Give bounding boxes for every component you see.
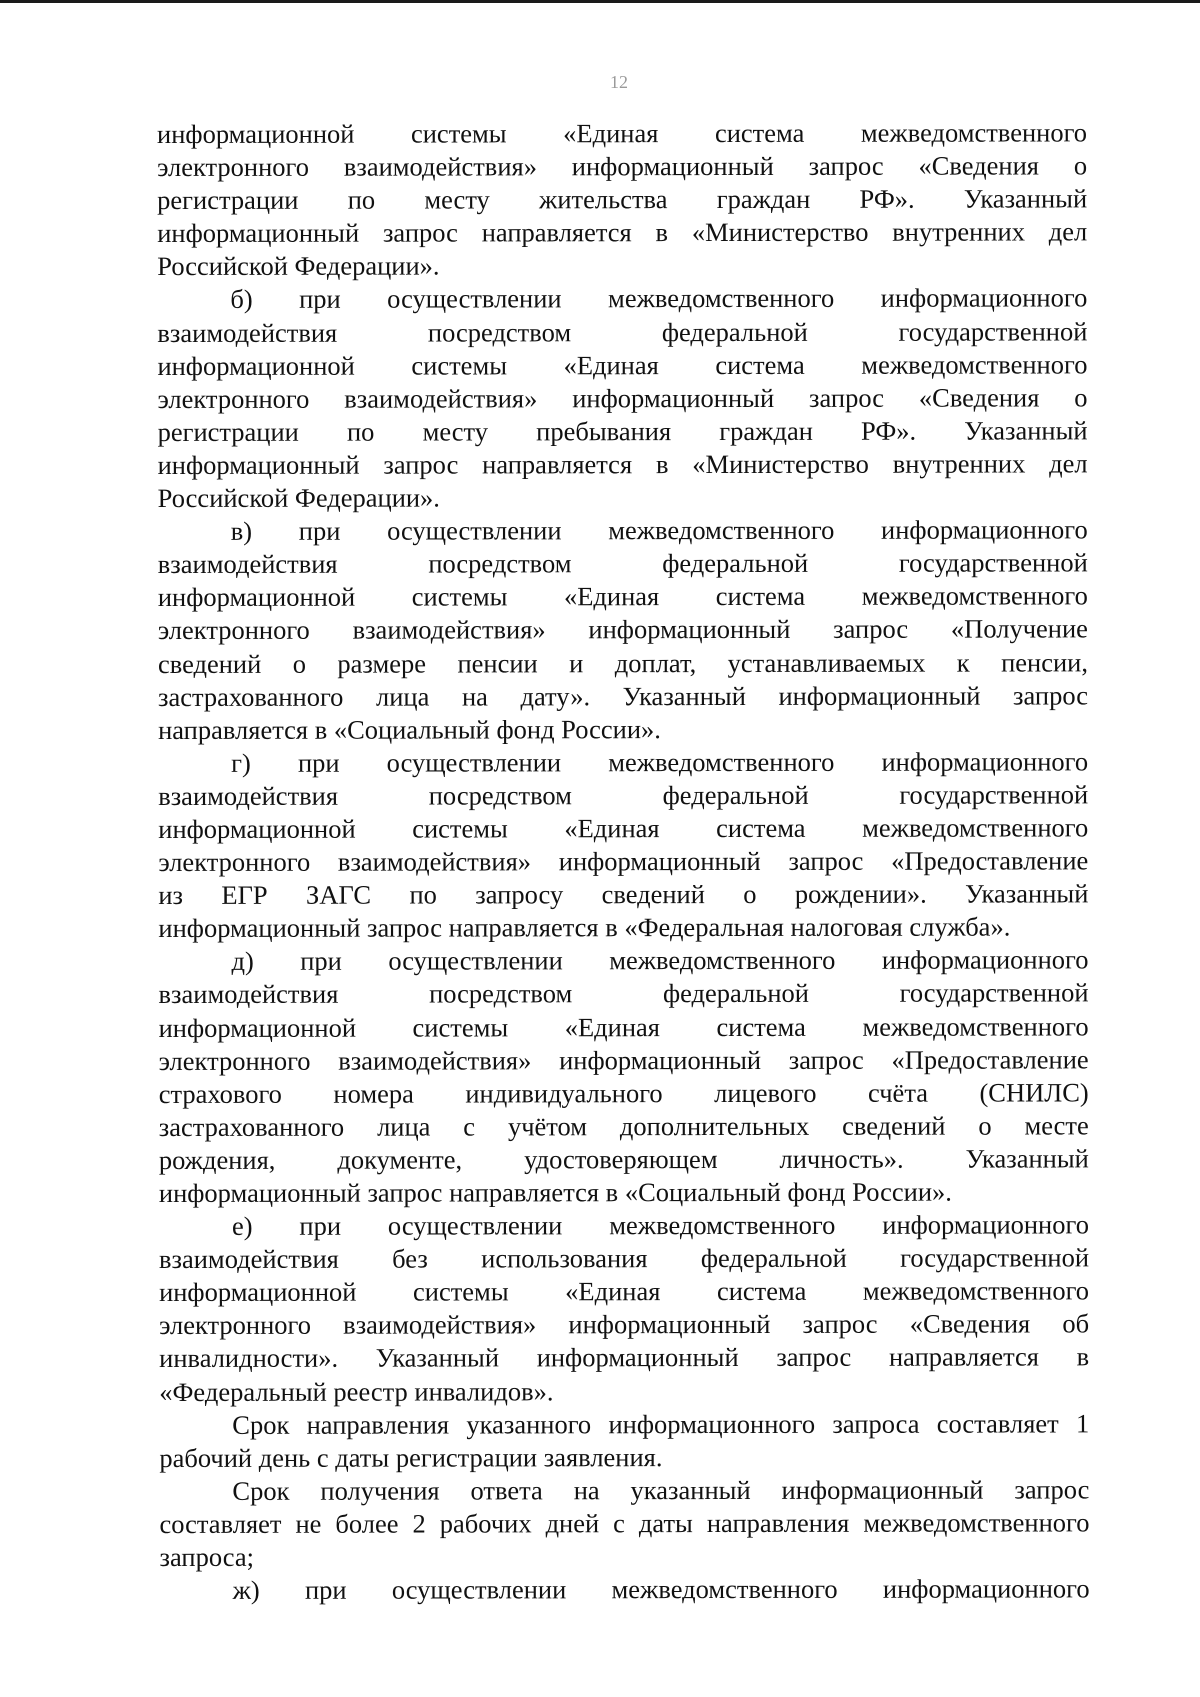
text-line: сведений о размере пенсии и доплат, устанавливаемых к пенсии, (157, 646, 1088, 679)
paragraph-item-v (158, 514, 1088, 747)
text-line: г) при осуществлении межведомственного информационного (231, 746, 1089, 778)
text-line: в) при осуществлении межведомственного информационного (230, 514, 1088, 546)
text-line: рождения, документе, удостоверяющем личность». Указанный (158, 1143, 1089, 1175)
paragraph-continuation (157, 116, 1087, 283)
text-line: информационной системы «Единая система межведомственного (157, 117, 1088, 149)
text-line: Срок получения ответа на указанный информационный запрос (232, 1474, 1090, 1506)
text-line: регистрации по месту пребывания граждан РФ». Указанный (157, 415, 1088, 447)
text-line: «Федеральный реестр инвалидов». (159, 1375, 554, 1407)
text-line: информационный запрос направляется в «Министерство внутренних дел (157, 448, 1088, 480)
text-line: ж) при осуществлении межведомственного информационного (232, 1573, 1090, 1605)
paragraph-response-term (159, 1473, 1089, 1574)
text-line: страхового номера индивидуального лицевого счёта (СНИЛС) (158, 1077, 1089, 1109)
text-line: регистрации по месту жительства граждан РФ». Указанный (157, 183, 1088, 216)
top-border-line (0, 0, 1200, 3)
text-line: взаимодействия посредством федеральной государственной (158, 977, 1089, 1010)
paragraph-request-term (159, 1407, 1089, 1475)
text-line: электронного взаимодействия» информационный запрос «Сведения об (159, 1308, 1090, 1341)
text-line: взаимодействия посредством федеральной государственной (158, 779, 1089, 811)
text-line: инвалидности». Указанный информационный запрос направляется в (159, 1341, 1090, 1374)
paragraph-item-b (157, 282, 1087, 515)
text-line: информационной системы «Единая система межведомственного (158, 1010, 1089, 1043)
text-line: информационной системы «Единая система межведомственного (159, 1275, 1090, 1308)
text-line: из ЕГР ЗАГС по запросу сведений о рождении». Указанный (158, 878, 1089, 911)
text-line: электронного взаимодействия» информационный запрос «Предоставление (158, 1044, 1089, 1076)
text-line: составляет не более 2 рабочих дней с даты направления межведомственного (159, 1507, 1090, 1539)
text-line: электронного взаимодействия» информационный запрос «Сведения о (157, 150, 1088, 183)
text-line: д) при осуществлении межведомственного информационного (231, 944, 1089, 977)
text-line: застрахованного лица с учётом дополнительных сведений о месте (158, 1110, 1089, 1142)
paragraph-item-g (158, 745, 1088, 945)
text-line: информационный запрос направляется в «Федеральная налоговая служба». (158, 911, 1011, 944)
text-line: б) при осуществлении межведомственного информационного (230, 282, 1088, 315)
text-line: рабочий день с даты регистрации заявления. (159, 1441, 663, 1473)
text-line: информационной системы «Единая система межведомственного (157, 349, 1088, 381)
text-line: застрахованного лица на дату». Указанный информационный запрос (157, 679, 1089, 712)
document-body (157, 116, 1090, 1607)
paragraph-item-zh (160, 1572, 1090, 1607)
text-line: информационной системы «Единая система межведомственного (158, 812, 1089, 844)
text-line: Российской Федерации». (157, 250, 440, 282)
page-number: 12 (610, 72, 628, 92)
text-line: взаимодействия без использования федеральной государственной (158, 1242, 1090, 1275)
text-line: электронного взаимодействия» информационный запрос «Получение (157, 613, 1088, 646)
text-line: взаимодействия посредством федеральной государственной (157, 547, 1088, 580)
text-line: Срок направления указанного информационного запроса составляет 1 (232, 1408, 1090, 1440)
text-line: взаимодействия посредством федеральной государственной (157, 315, 1088, 348)
paragraph-item-e (159, 1208, 1089, 1408)
text-line: информационный запрос направляется в «Социальный фонд России». (158, 1176, 952, 1208)
text-line: Российской Федерации». (157, 482, 440, 514)
text-line: запроса; (159, 1541, 254, 1573)
text-line: электронного взаимодействия» информационный запрос «Предоставление (158, 845, 1089, 878)
text-line: е) при осуществлении межведомственного информационного (231, 1209, 1089, 1241)
text-line: электронного взаимодействия» информационный запрос «Сведения о (157, 382, 1088, 414)
paragraph-item-d (158, 944, 1088, 1210)
text-line: направляется в «Социальный фонд России». (158, 713, 661, 745)
text-line: информационный запрос направляется в «Министерство внутренних дел (157, 216, 1088, 249)
text-line: информационной системы «Единая система межведомственного (157, 580, 1088, 613)
